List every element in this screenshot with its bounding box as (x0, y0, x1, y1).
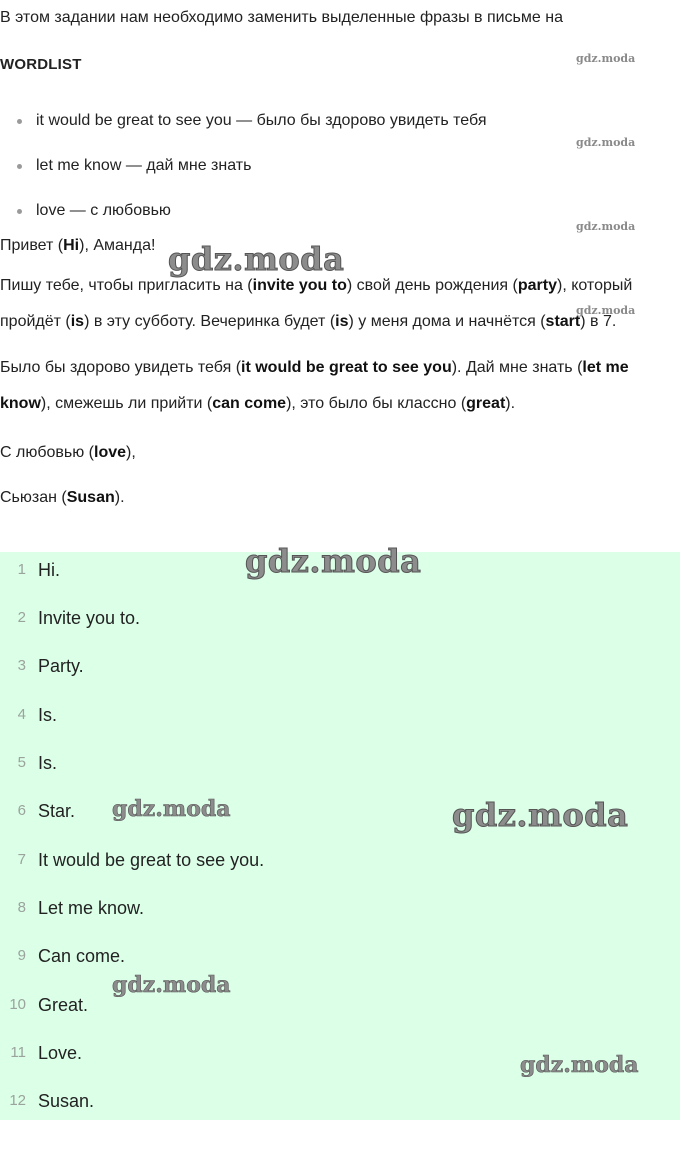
answer-row (0, 697, 680, 745)
answer-number: 6 (17, 802, 26, 819)
wordlist (0, 100, 680, 235)
answer-number: 10 (9, 996, 26, 1013)
watermark: gdz.moda (520, 1052, 639, 1078)
bullet-icon (17, 119, 22, 124)
answer-number: 12 (9, 1092, 26, 1109)
answer-text: Susan. (38, 1091, 95, 1111)
watermark: gdz.moda (245, 542, 422, 580)
answer-text: Can come. (38, 946, 126, 966)
answer-text: Hi. (38, 560, 60, 580)
answer-number: 9 (17, 947, 26, 964)
answer-text: Is. (38, 705, 58, 725)
letter-paragraph-1: Пишу тебе, чтобы пригласить на (invite you to) свой день рождения (party), который пройдёт (is) в эту субботу. Вечеринка будет (is) у меня дома и начнётся (start) в 7. (0, 277, 633, 330)
wordlist-item: let me know — дай мне знать (0, 145, 680, 190)
answer-text: Invite you to. (38, 608, 141, 628)
watermark: gdz.moda (168, 240, 345, 278)
answer-text: It would be great to see you. (38, 850, 265, 870)
answer-text: Love. (38, 1043, 83, 1063)
intro-text: В этом задании нам необходимо заменить выделенные фразы в письме на (0, 9, 563, 26)
answer-number: 2 (17, 609, 26, 626)
watermark: gdz.moda (576, 52, 636, 65)
wordlist-item: it would be great to see you — было бы здорово увидеть тебя (0, 100, 680, 145)
answer-row (0, 745, 680, 793)
answer-number: 7 (17, 851, 26, 868)
wordlist-title: WORDLIST (0, 56, 82, 73)
answer-number: 5 (17, 754, 26, 771)
watermark: gdz.moda (576, 136, 636, 149)
bullet-icon (17, 164, 22, 169)
answer-text: Let me know. (38, 898, 145, 918)
letter-paragraph-2: Было бы здорово увидеть тебя (it would be great to see you). Дай мне знать (let me know), смежешь ли прийти (can come), это было бы классно (great). (0, 359, 629, 412)
letter-closing: С любовью (love), (0, 444, 136, 461)
letter-greeting: Привет (Hi), Аманда! (0, 237, 156, 254)
watermark: gdz.moda (112, 972, 231, 998)
answer-number: 3 (17, 657, 26, 674)
answer-row (0, 842, 680, 890)
answer-number: 4 (17, 706, 26, 723)
answer-number: 8 (17, 899, 26, 916)
answer-text: Is. (38, 753, 58, 773)
answer-row (0, 890, 680, 938)
answer-row (0, 938, 680, 986)
answer-number: 11 (10, 1044, 26, 1061)
answer-row (0, 987, 680, 1035)
answer-row (0, 648, 680, 696)
watermark: gdz.moda (576, 304, 636, 317)
answer-text: Party. (38, 656, 84, 676)
watermark: gdz.moda (452, 796, 629, 834)
wordlist-item: love — с любовью (0, 190, 680, 235)
answer-text: Star. (38, 801, 76, 821)
watermark: gdz.moda (112, 796, 231, 822)
answer-row (0, 1083, 680, 1131)
answers-panel (0, 552, 680, 1120)
answer-row (0, 600, 680, 648)
bullet-icon (17, 209, 22, 214)
letter-signature: Сьюзан (Susan). (0, 489, 125, 506)
watermark: gdz.moda (576, 220, 636, 233)
answer-text: Great. (38, 995, 89, 1015)
answer-number: 1 (17, 561, 26, 578)
